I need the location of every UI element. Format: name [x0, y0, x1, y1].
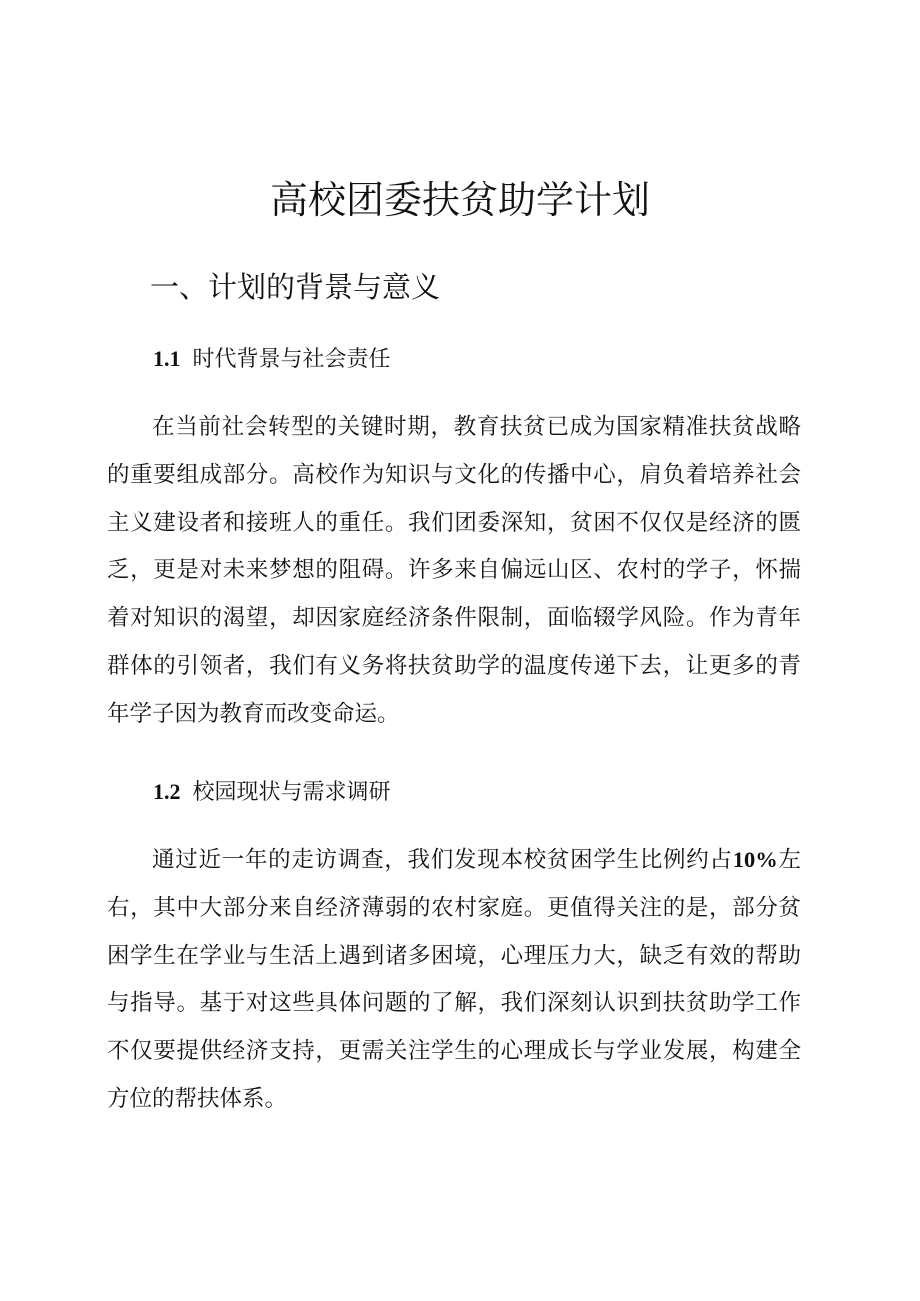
subsection-number: 1.1	[153, 346, 181, 371]
subsection-title: 校园现状与需求调研	[192, 780, 391, 805]
subsection-title: 时代背景与社会责任	[192, 347, 391, 372]
subsection-heading-1-1	[153, 342, 391, 377]
document-title: 高校团委扶贫助学计划	[269, 178, 650, 222]
subsection-number: 1.2	[153, 779, 181, 804]
subsection-heading-1-2	[153, 775, 391, 810]
section-heading-background: 一、计划的背景与意义	[150, 270, 441, 304]
paragraph-campus-survey	[107, 836, 801, 1124]
paragraph-era-background: 在当前社会转型的关键时期，教育扶贫已成为国家精准扶贫战略的重要组成部分。高校作为知识与文化的传播中心，肩负着培养社会主义建设者和接班人的重任。我们团委深知，贫困不仅仅是经济的匮乏，更是对未来梦想的阻碍。许多来自偏远山区、农村的学子，怀揣着对知识的渴望，却因家庭经济条件限制，面临辍学风险。作为青年群体的引领者，我们有义务将扶贫助学的温度传递下去，让更多的青年学子因为教育而改变命运。	[107, 414, 801, 727]
paragraph-text: 左右，其中大部分来自经济薄弱的农村家庭。更值得关注的是，部分贫困学生在学业与生活上遇到诸多困境，心理压力大，缺乏有效的帮助与指导。基于对这些具体问题的了解，我们深刻认识到扶贫助学工作不仅要提供经济支持，更需关注学生的心理成长与学业发展，构建全方位的帮扶体系。	[107, 847, 801, 1112]
poverty-ratio-value: 10%	[732, 847, 778, 872]
paragraph-text: 通过近一年的走访调查，我们发现本校贫困学生比例约占	[152, 847, 733, 873]
